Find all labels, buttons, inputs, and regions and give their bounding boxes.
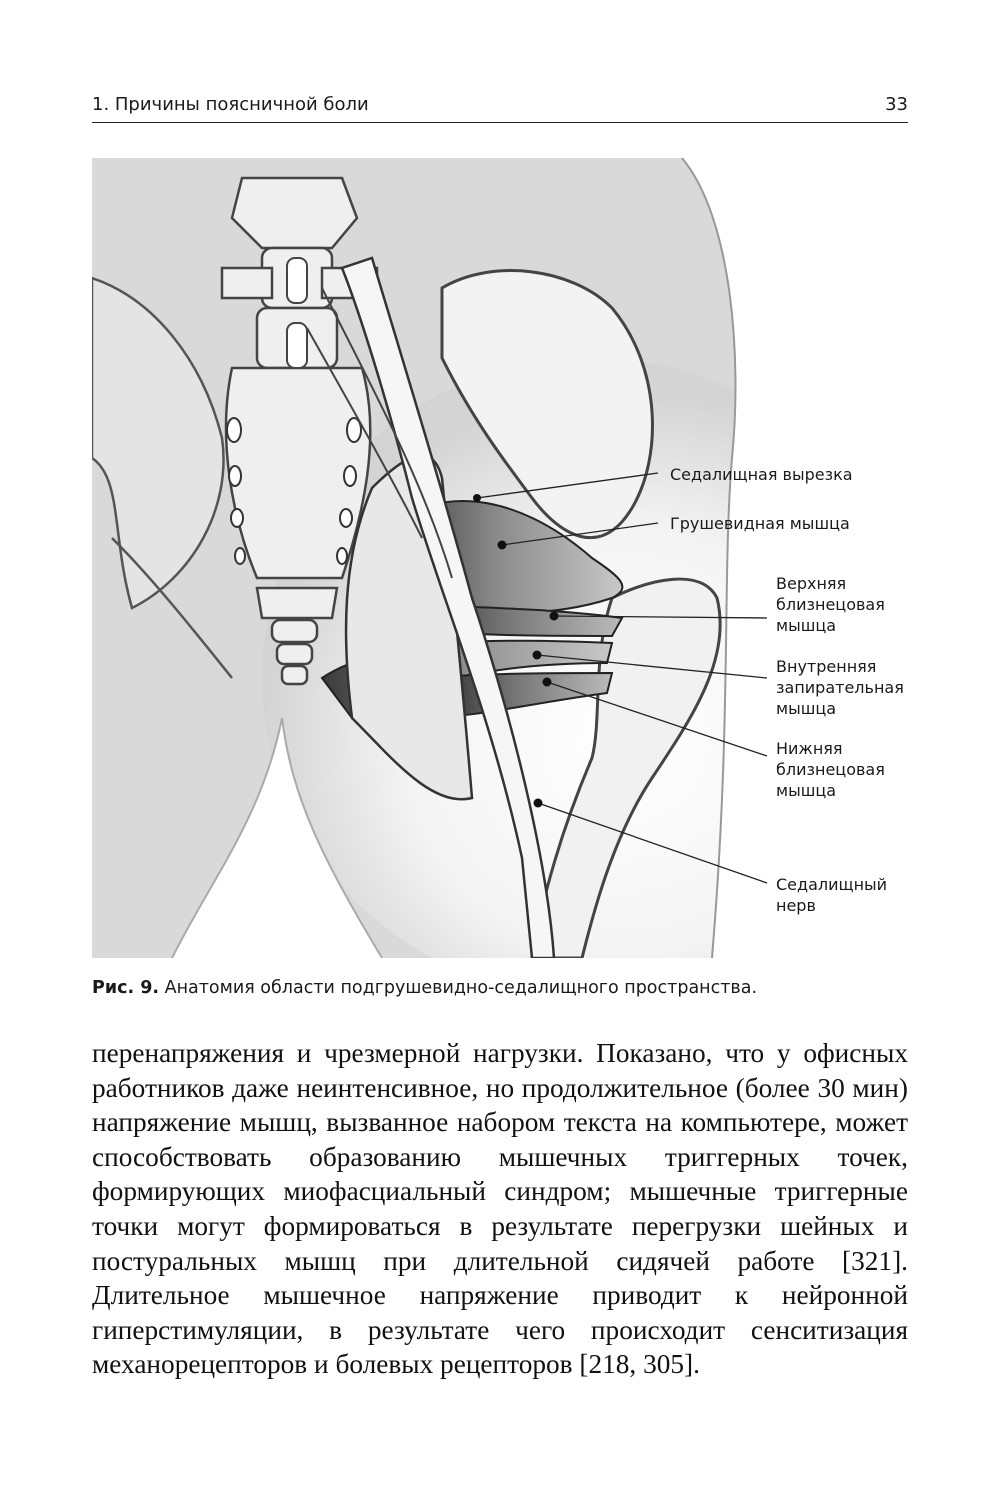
label-obturator-internus: Внутренняя запирательная мышца: [776, 657, 904, 718]
label-piriformis: Грушевидная мышца: [670, 514, 850, 533]
caption-label: Рис. 9.: [92, 978, 160, 998]
label-superior-gemellus: Верхняя близнецовая мышца: [776, 574, 885, 635]
anatomy-illustration: [92, 158, 908, 958]
figure-caption: [92, 978, 908, 998]
chapter-title: 1. Причины поясничной боли: [92, 94, 369, 115]
label-sciatic-nerve: Седалищный нерв: [776, 875, 888, 915]
label-inferior-gemellus: Нижняя близнецовая мышца: [776, 739, 885, 800]
page-number: 33: [885, 94, 908, 115]
anatomy-figure: [92, 158, 908, 958]
label-sciatic-notch: Седалищная вырезка: [670, 465, 853, 484]
running-head: [92, 92, 908, 123]
caption-text: Анатомия области подгрушевидно-седалищного пространства.: [159, 978, 758, 998]
body-paragraph: перенапряжения и чрезмерной нагрузки. Показано, что у офисных работников даже неинтенсивное, но продолжительное (более 30 мин) напряжение мышц, вызванное набором текста на компьютере, может способствовать образованию мышечных триггерных точек, формирующих миофасциальный синдром; мышечные триггерные точки могут формироваться в результате перегрузки шейных и постуральных мышц при длительной сидячей работе [321]. Длительное мышечное напряжение приводит к нейронной гиперстимуляции, в результате чего происходит сенситизация механорецепторов и болевых рецепторов [218, 305].: [92, 1038, 908, 1380]
